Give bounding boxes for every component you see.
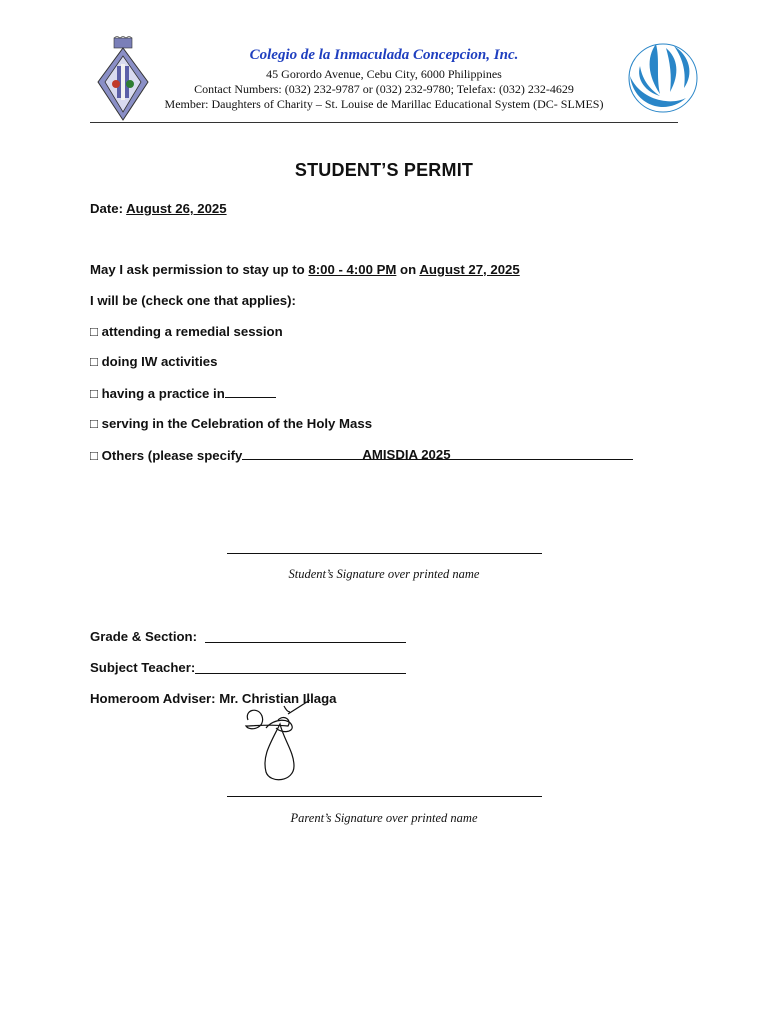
date-value: August 26, 2025 — [126, 201, 227, 216]
option-others[interactable] — [90, 447, 633, 463]
grade-section-field[interactable] — [205, 642, 406, 643]
others-specify-value: AMISDIA 2025 — [362, 447, 451, 462]
student-signature-caption: Student’s Signature over printed name — [288, 567, 480, 581]
page-title: STUDENT’S PERMIT — [294, 160, 474, 180]
school-membership: Member: Daughters of Charity – St. Louise de Marillac Educational System (DC- SLMES) — [164, 97, 604, 111]
grade-section-label: Grade & Section: — [90, 629, 197, 644]
homeroom-adviser-label: Homeroom Adviser: — [90, 691, 220, 706]
option-practice[interactable] — [90, 385, 276, 401]
header-divider — [90, 122, 678, 123]
option-iw-activities[interactable]: □ doing IW activities — [90, 354, 218, 369]
practice-blank[interactable] — [225, 385, 276, 398]
option-holy-mass[interactable]: □ serving in the Celebration of the Holy Mass — [90, 416, 373, 431]
subject-teacher-field[interactable] — [195, 673, 406, 674]
subject-teacher-row — [90, 660, 195, 675]
handwritten-signature — [240, 696, 320, 784]
option-remedial[interactable]: □ attending a remedial session — [90, 324, 283, 339]
school-contact: Contact Numbers: (032) 232-9787 or (032) 232-9780; Telefax: (032) 232-4629 — [194, 82, 574, 96]
option-others-label: □ Others (please specify — [90, 448, 243, 463]
homeroom-adviser-value: Mr. Christian Illaga — [219, 691, 337, 706]
others-specify-field[interactable] — [242, 447, 633, 460]
instruction-text: I will be (check one that applies): — [90, 293, 296, 308]
school-name: Colegio de la Inmaculada Concepcion, Inc. — [249, 47, 519, 63]
student-signature-line[interactable] — [227, 553, 542, 554]
option-practice-label: □ having a practice in — [90, 386, 225, 401]
request-prefix: May I ask permission to stay up to — [90, 262, 309, 277]
date-line — [90, 201, 227, 216]
request-time: 8:00 - 4:00 PM — [308, 262, 397, 277]
parent-signature-caption: Parent’s Signature over printed name — [290, 811, 478, 825]
subject-teacher-label: Subject Teacher: — [90, 660, 196, 675]
request-middle: on — [396, 262, 420, 277]
parent-signature-line[interactable] — [227, 796, 542, 797]
school-address: 45 Gorordo Avenue, Cebu City, 6000 Philippines — [266, 67, 502, 81]
date-label: Date: — [90, 201, 127, 216]
request-date: August 27, 2025 — [419, 262, 520, 277]
grade-section-row — [90, 629, 197, 644]
request-line — [90, 262, 520, 277]
